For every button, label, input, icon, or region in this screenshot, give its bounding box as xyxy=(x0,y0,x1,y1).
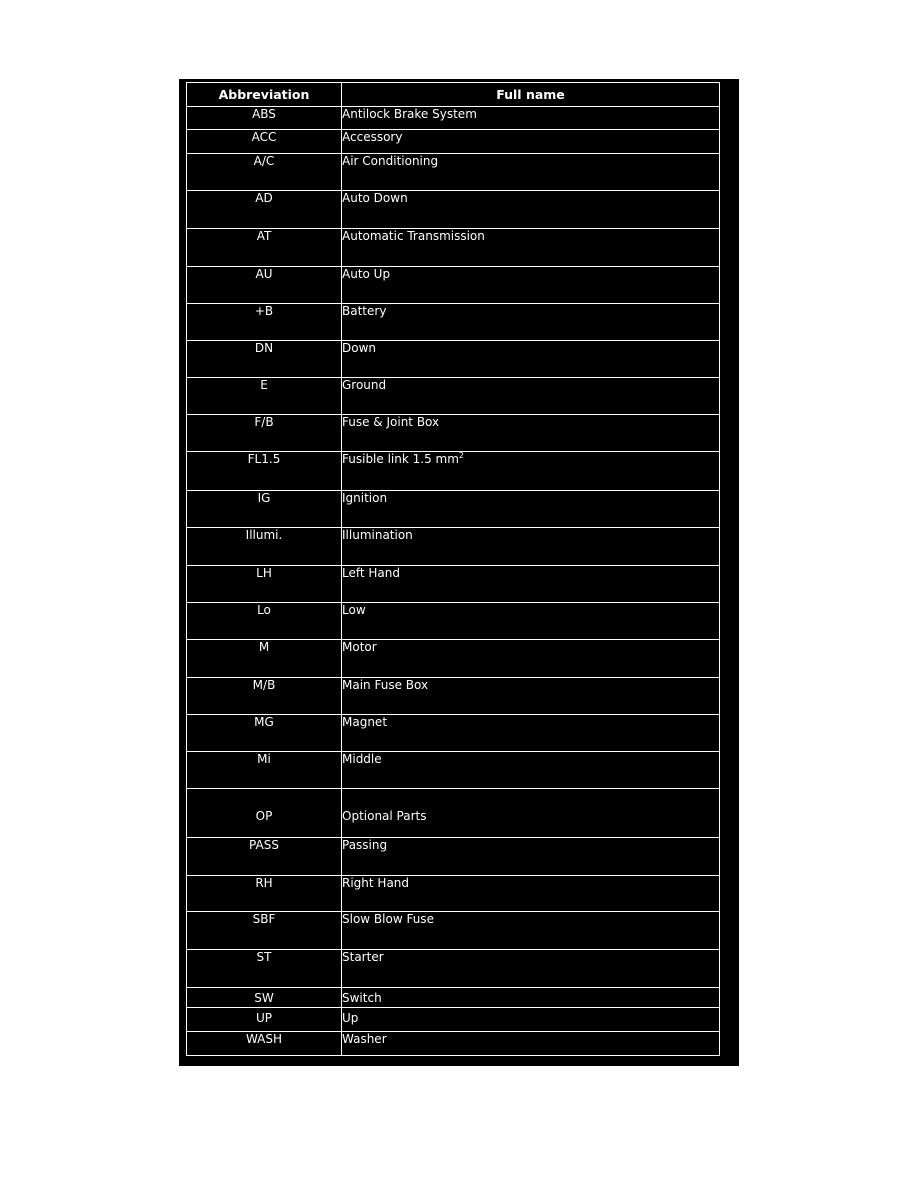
full-name-cell xyxy=(342,154,720,191)
abbreviation-cell: F/B xyxy=(187,415,342,452)
full-name-text: Auto Down xyxy=(342,191,408,205)
abbreviation-cell: DN xyxy=(187,341,342,378)
abbreviation-cell: Lo xyxy=(187,603,342,640)
abbreviation-cell: ACC xyxy=(187,130,342,154)
full-name-cell xyxy=(342,876,720,912)
full-name-text: Optional Parts xyxy=(342,809,427,823)
full-name-text: Accessory xyxy=(342,130,403,144)
table-row xyxy=(187,229,720,267)
full-name-cell xyxy=(342,341,720,378)
abbreviation-cell: OP xyxy=(187,789,342,838)
full-name-cell xyxy=(342,950,720,988)
abbreviation-cell: LH xyxy=(187,566,342,603)
table-row xyxy=(187,752,720,789)
full-name-cell xyxy=(342,789,720,838)
table-row xyxy=(187,130,720,154)
superscript-text: 2 xyxy=(458,451,464,460)
full-name-text: Antilock Brake System xyxy=(342,107,477,121)
full-name-text: Illumination xyxy=(342,528,413,542)
full-name-text: Magnet xyxy=(342,715,388,729)
full-name-text: Low xyxy=(342,603,366,617)
table-row xyxy=(187,341,720,378)
table-row xyxy=(187,950,720,988)
full-name-cell xyxy=(342,912,720,950)
abbreviation-cell: WASH xyxy=(187,1032,342,1056)
full-name-text: Down xyxy=(342,341,377,355)
abbreviation-table xyxy=(186,82,720,1056)
full-name-cell xyxy=(342,1032,720,1056)
abbreviation-cell: M xyxy=(187,640,342,678)
full-name-text: Middle xyxy=(342,752,382,766)
abbreviation-cell: IG xyxy=(187,491,342,528)
full-name-text: Washer xyxy=(342,1032,387,1046)
column-header-full-name: Full name xyxy=(342,83,720,107)
abbreviation-cell: UP xyxy=(187,1008,342,1032)
abbreviation-cell: PASS xyxy=(187,838,342,876)
full-name-text: Starter xyxy=(342,950,384,964)
full-name-cell xyxy=(342,191,720,229)
table-body xyxy=(187,107,720,1056)
full-name-cell xyxy=(342,603,720,640)
table-header-row xyxy=(187,83,720,107)
table-row xyxy=(187,988,720,1008)
abbreviation-cell: MG xyxy=(187,715,342,752)
full-name-cell xyxy=(342,107,720,130)
table-row xyxy=(187,603,720,640)
full-name-cell xyxy=(342,1008,720,1032)
abbreviation-cell: ST xyxy=(187,950,342,988)
full-name-cell xyxy=(342,130,720,154)
abbreviation-cell: SBF xyxy=(187,912,342,950)
full-name-text: Switch xyxy=(342,991,382,1005)
abbreviation-cell: AD xyxy=(187,191,342,229)
column-header-abbreviation: Abbreviation xyxy=(187,83,342,107)
table-row xyxy=(187,415,720,452)
full-name-cell xyxy=(342,715,720,752)
full-name-cell xyxy=(342,304,720,341)
full-name-text: Passing xyxy=(342,838,388,852)
table-row xyxy=(187,912,720,950)
full-name-cell xyxy=(342,378,720,415)
full-name-text: Left Hand xyxy=(342,566,400,580)
full-name-cell xyxy=(342,640,720,678)
abbreviation-cell: AT xyxy=(187,229,342,267)
table-row xyxy=(187,1032,720,1056)
abbreviation-cell: FL1.5 xyxy=(187,452,342,491)
full-name-text: Main Fuse Box xyxy=(342,678,429,692)
abbreviation-table-panel xyxy=(179,79,739,1066)
table-row xyxy=(187,528,720,566)
abbreviation-cell: A/C xyxy=(187,154,342,191)
table-row xyxy=(187,378,720,415)
table-row xyxy=(187,715,720,752)
full-name-text: Ignition xyxy=(342,491,388,505)
full-name-text: Auto Up xyxy=(342,267,391,281)
abbreviation-cell: +B xyxy=(187,304,342,341)
table-row xyxy=(187,491,720,528)
table-row xyxy=(187,566,720,603)
full-name-text: Fusible link 1.5 mm xyxy=(342,452,459,466)
full-name-text: Up xyxy=(342,1011,359,1025)
full-name-cell xyxy=(342,678,720,715)
full-name-text: Air Conditioning xyxy=(342,154,439,168)
abbreviation-cell: E xyxy=(187,378,342,415)
full-name-cell xyxy=(342,838,720,876)
abbreviation-cell: Mi xyxy=(187,752,342,789)
abbreviation-cell: SW xyxy=(187,988,342,1008)
full-name-cell xyxy=(342,415,720,452)
table-row xyxy=(187,154,720,191)
abbreviation-cell: RH xyxy=(187,876,342,912)
abbreviation-cell: Illumi. xyxy=(187,528,342,566)
full-name-cell xyxy=(342,752,720,789)
full-name-text: Automatic Transmission xyxy=(342,229,485,243)
full-name-cell xyxy=(342,491,720,528)
table-row xyxy=(187,107,720,130)
table-row xyxy=(187,191,720,229)
full-name-cell xyxy=(342,452,720,491)
full-name-cell xyxy=(342,566,720,603)
full-name-cell xyxy=(342,528,720,566)
abbreviation-cell: AU xyxy=(187,267,342,304)
abbreviation-cell: ABS xyxy=(187,107,342,130)
table-row xyxy=(187,452,720,491)
table-row xyxy=(187,304,720,341)
full-name-cell xyxy=(342,988,720,1008)
table-row xyxy=(187,838,720,876)
full-name-text: Motor xyxy=(342,640,377,654)
full-name-text: Battery xyxy=(342,304,387,318)
table-row xyxy=(187,640,720,678)
table-row xyxy=(187,789,720,838)
table-row xyxy=(187,1008,720,1032)
abbreviation-cell: M/B xyxy=(187,678,342,715)
table-row xyxy=(187,267,720,304)
full-name-cell xyxy=(342,267,720,304)
table-row xyxy=(187,876,720,912)
full-name-text: Fuse & Joint Box xyxy=(342,415,440,429)
full-name-text: Right Hand xyxy=(342,876,410,890)
full-name-text: Ground xyxy=(342,378,387,392)
table-row xyxy=(187,678,720,715)
full-name-cell xyxy=(342,229,720,267)
full-name-text: Slow Blow Fuse xyxy=(342,912,434,926)
